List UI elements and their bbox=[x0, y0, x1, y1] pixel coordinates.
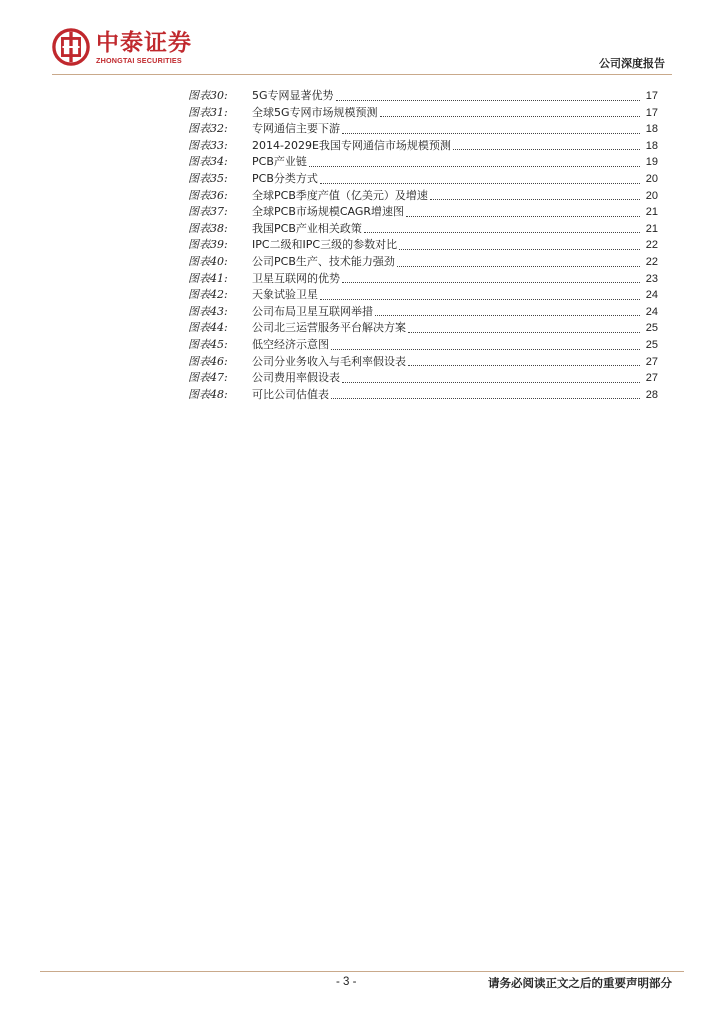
toc-dot-leader bbox=[430, 199, 640, 200]
toc-entry-page: 27 bbox=[645, 372, 658, 385]
toc-entry[interactable] bbox=[188, 254, 658, 271]
toc-entry[interactable] bbox=[188, 370, 658, 387]
toc-entry[interactable] bbox=[188, 320, 658, 337]
toc-entry-title: 专网通信主要下游 bbox=[252, 122, 340, 136]
header-divider bbox=[52, 74, 672, 75]
toc-entry-title: 我国PCB产业相关政策 bbox=[252, 221, 362, 235]
toc-entry-title: 低空经济示意图 bbox=[252, 337, 329, 351]
toc-entry-page: 25 bbox=[645, 338, 658, 351]
toc-entry-label: 图表31: bbox=[188, 105, 228, 119]
page-number: - 3 - bbox=[336, 976, 357, 988]
toc-entry-label: 图表36: bbox=[188, 188, 228, 202]
toc-entry-page: 20 bbox=[645, 172, 658, 185]
toc-entry[interactable] bbox=[188, 387, 658, 404]
toc-entry-page: 18 bbox=[645, 139, 658, 152]
toc-entry-page: 17 bbox=[645, 106, 658, 119]
toc-dot-leader bbox=[342, 133, 640, 134]
footer-divider bbox=[40, 971, 684, 972]
toc-entry-label: 图表38: bbox=[188, 221, 228, 235]
toc-entry[interactable] bbox=[188, 304, 658, 321]
toc-dot-leader bbox=[408, 365, 640, 366]
toc-entry-label: 图表44: bbox=[188, 321, 228, 335]
toc-entry-title: PCB产业链 bbox=[252, 155, 307, 169]
figure-list bbox=[188, 88, 658, 403]
toc-dot-leader bbox=[342, 382, 640, 383]
toc-entry-title: 2014-2029E我国专网通信市场规模预测 bbox=[252, 138, 451, 152]
toc-dot-leader bbox=[320, 183, 640, 184]
toc-entry[interactable] bbox=[188, 271, 658, 288]
toc-entry[interactable] bbox=[188, 121, 658, 138]
toc-entry-label: 图表46: bbox=[188, 354, 228, 368]
toc-entry[interactable] bbox=[188, 171, 658, 188]
toc-dot-leader bbox=[406, 216, 640, 217]
toc-entry-title: 公司费用率假设表 bbox=[252, 371, 340, 385]
toc-entry-title: 天象试验卫星 bbox=[252, 288, 318, 302]
zhongtai-logo-icon bbox=[52, 28, 90, 66]
toc-entry-page: 28 bbox=[645, 388, 658, 401]
toc-entry-title: 卫星互联网的优势 bbox=[252, 271, 340, 285]
toc-entry-page: 21 bbox=[645, 206, 658, 219]
toc-entry-label: 图表37: bbox=[188, 205, 228, 219]
toc-entry-label: 图表39: bbox=[188, 238, 228, 252]
toc-entry[interactable] bbox=[188, 287, 658, 304]
toc-entry[interactable] bbox=[188, 138, 658, 155]
toc-entry-title: 公司PCB生产、技术能力强劲 bbox=[252, 254, 395, 268]
toc-entry-label: 图表34: bbox=[188, 155, 228, 169]
toc-entry-label: 图表32: bbox=[188, 122, 228, 136]
toc-entry-label: 图表48: bbox=[188, 387, 228, 401]
toc-entry[interactable] bbox=[188, 237, 658, 254]
logo-english-name: ZHONGTAI SECURITIES bbox=[96, 55, 182, 65]
toc-entry-title: 公司分业务收入与毛利率假设表 bbox=[252, 354, 406, 368]
toc-dot-leader bbox=[320, 299, 640, 300]
toc-entry-label: 图表30: bbox=[188, 89, 228, 102]
toc-entry-page: 19 bbox=[645, 156, 658, 169]
toc-entry-page: 27 bbox=[645, 355, 658, 368]
footer-disclaimer: 请务必阅读正文之后的重要声明部分 bbox=[488, 976, 672, 990]
toc-entry-page: 17 bbox=[645, 90, 658, 102]
toc-entry-page: 21 bbox=[645, 222, 658, 235]
toc-dot-leader bbox=[408, 332, 640, 333]
toc-dot-leader bbox=[342, 282, 640, 283]
toc-entry-label: 图表45: bbox=[188, 337, 228, 351]
toc-entry-page: 24 bbox=[645, 289, 658, 302]
toc-entry[interactable] bbox=[188, 354, 658, 371]
report-type-label: 公司深度报告 bbox=[599, 57, 665, 70]
toc-entry-title: 5G专网显著优势 bbox=[252, 89, 334, 102]
toc-dot-leader bbox=[331, 349, 640, 350]
toc-entry-title: IPC二级和IPC三级的参数对比 bbox=[252, 238, 398, 252]
toc-entry-page: 24 bbox=[645, 305, 658, 318]
toc-dot-leader bbox=[331, 398, 640, 399]
toc-entry-label: 图表35: bbox=[188, 171, 228, 185]
company-logo bbox=[52, 28, 192, 66]
toc-entry[interactable] bbox=[188, 154, 658, 171]
toc-entry-label: 图表43: bbox=[188, 304, 228, 318]
toc-entry-title: 全球PCB季度产值（亿美元）及增速 bbox=[252, 188, 428, 202]
toc-entry-page: 18 bbox=[645, 123, 658, 136]
toc-entry-page: 22 bbox=[645, 239, 658, 252]
toc-entry-title: PCB分类方式 bbox=[252, 171, 318, 185]
toc-entry-label: 图表42: bbox=[188, 288, 228, 302]
toc-dot-leader bbox=[399, 249, 640, 250]
toc-entry[interactable] bbox=[188, 204, 658, 221]
toc-dot-leader bbox=[309, 166, 640, 167]
toc-entry[interactable] bbox=[188, 337, 658, 354]
toc-entry-label: 图表33: bbox=[188, 138, 228, 152]
toc-entry-title: 全球5G专网市场规模预测 bbox=[252, 105, 378, 119]
toc-entry-title: 公司北三运营服务平台解决方案 bbox=[252, 321, 406, 335]
toc-entry[interactable] bbox=[188, 105, 658, 122]
toc-entry-page: 22 bbox=[645, 255, 658, 268]
toc-entry-label: 图表47: bbox=[188, 371, 228, 385]
toc-entry-page: 23 bbox=[645, 272, 658, 285]
logo-chinese-name: 中泰证券 bbox=[96, 29, 192, 56]
toc-entry[interactable] bbox=[188, 88, 658, 105]
toc-dot-leader bbox=[364, 232, 640, 233]
toc-dot-leader bbox=[380, 116, 640, 117]
toc-dot-leader bbox=[453, 149, 640, 150]
toc-dot-leader bbox=[397, 266, 640, 267]
toc-entry-label: 图表41: bbox=[188, 271, 228, 285]
toc-entry-title: 可比公司估值表 bbox=[252, 387, 329, 401]
toc-entry[interactable] bbox=[188, 188, 658, 205]
toc-entry-title: 全球PCB市场规模CAGR增速图 bbox=[252, 205, 405, 219]
toc-entry-label: 图表40: bbox=[188, 254, 228, 268]
toc-entry-title: 公司布局卫星互联网举措 bbox=[252, 304, 373, 318]
toc-entry[interactable] bbox=[188, 221, 658, 238]
toc-entry-page: 25 bbox=[645, 322, 658, 335]
toc-dot-leader bbox=[375, 315, 640, 316]
toc-entry-page: 20 bbox=[645, 189, 658, 202]
toc-dot-leader bbox=[336, 100, 640, 101]
